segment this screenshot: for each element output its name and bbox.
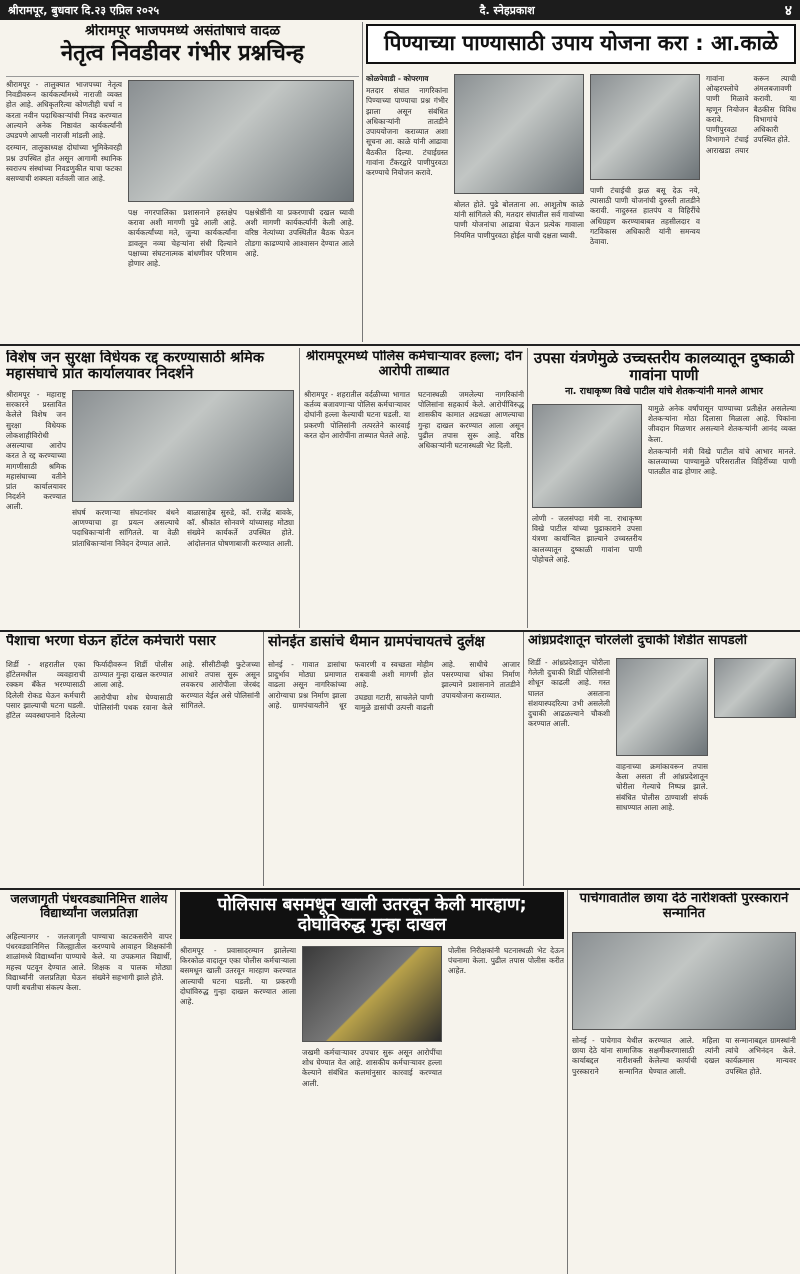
- article-headline: सोनईत डासांचे थैमान ग्रामपंचायतचे दुर्लक्ष: [268, 634, 485, 650]
- article-photo-officials: [590, 74, 700, 180]
- article-paragraph: या सन्मानाबद्दल ग्रामस्थांनी त्यांचे अभिनंदन केले. कार्यक्रमास मान्यवर उपस्थित होते.: [725, 1036, 796, 1076]
- article-headline: जलजागृती पंधरवड्यानिमित्त शालेय विद्यार्थ्यांना जलप्रतिज्ञा: [10, 892, 168, 920]
- article-subtitle: ना. राधाकृष्ण विखे पाटील यांचे शेतकऱ्यांनी मानले आभार: [565, 385, 763, 397]
- article-body-col1: [532, 514, 642, 626]
- article-body: [268, 660, 520, 884]
- article-paragraph: पाणी टंचाईची झळ बसू देऊ नये, त्यासाठी पाणी योजनांची दुरुस्ती तातडीने करावी. नादुरुस्त हातपंप व विहिरींचे अधिग्रहण करण्याबाबत तहसीलदार व गटविकास अधिकारी यांनी समन्वय ठेवावा.: [590, 186, 700, 247]
- article-lift-irrigation: [532, 350, 796, 628]
- article-paragraph: घटनास्थळी जमलेल्या नागरिकांनी पोलिसांना सहकार्य केले. आरोपींविरुद्ध शासकीय कामात अडथळा आणल्याचा गुन्हा दाखल करण्यात आला असून पुढील तपास सुरू आहे. वरिष्ठ अधिकाऱ्यांनी घटनास्थळी भेट दिली.: [418, 390, 524, 451]
- article-photo-banner: [128, 80, 354, 202]
- article-paragraph: संघर्ष करणाऱ्या संघटनांवर बंधने आणण्याचा हा प्रयत्न असल्याचे पदाधिकाऱ्यांनी सांगितले. या वेळी प्रांताधिकाऱ्यांना निवेदन देण्यात आले.: [72, 508, 179, 548]
- article-body-col2: [302, 1048, 442, 1268]
- article-body-col2: [648, 404, 796, 626]
- article-paragraph: लोणी - जलसंपदा मंत्री ना. राधाकृष्ण विखे पाटील यांच्या पुढाकाराने उपसा यंत्रणा कार्यान्वित झाल्याने उच्चस्तरीय कालव्यातून दुष्काळी गावांना पाणी पोहोचले आहे.: [532, 514, 642, 564]
- article-body-col2: [72, 508, 294, 626]
- article-body: [6, 932, 172, 1268]
- article-police-assault-bus: [180, 892, 564, 1270]
- article-paragraph: वाहनाच्या क्रमांकावरून तपास केला असता ती आंध्रप्रदेशातून चोरीला गेल्याचे निष्पन्न झाले. संबंधित पोलीस ठाण्याशी संपर्क साधण्यात आला आहे.: [616, 762, 708, 812]
- article-headline: आंध्रप्रदेशातून चोरलेली दुचाकी शिर्डीत सापडली: [528, 634, 747, 648]
- article-photo-canal: [532, 404, 642, 508]
- article-body-col4: [706, 74, 796, 340]
- header-masthead: दै. स्नेहप्रकाश: [479, 3, 535, 17]
- article-body-col3: [448, 946, 564, 1268]
- article-body-col1: [180, 946, 296, 1268]
- article-paragraph: श्रीरामपूर - महाराष्ट्र सरकारने प्रस्तावित केलेले विशेष जन सुरक्षा विधेयक लोकशाहीविरोधी असल्याचा आरोप करत ते रद्द करण्याच्या मागणीसाठी श्रमिक महासंघाच्या वतीने प्रांत कार्यालयावर निदर्शने करण्यात आली.: [6, 390, 66, 512]
- page-header-bar: [0, 0, 800, 20]
- article-headline: उपसा यंत्रणेमुळे उच्चस्तरीय कालव्यातून दुष्काळी गावांना पाणी: [533, 350, 795, 384]
- article-photo-award: [572, 932, 796, 1030]
- article-body: [6, 660, 260, 884]
- article-photo-officer: [714, 658, 796, 718]
- article-stolen-bike: [528, 634, 796, 886]
- article-paragraph: सोनई - पाचेगाव येथील छाया देठे यांना सामाजिक कार्याबद्दल नारीशक्ती पुरस्काराने सन्मानित करण्यात आले. महिला सक्षमीकरणासाठी त्यांनी केलेल्या कार्याची दखल घेण्यात आली.: [572, 1036, 720, 1076]
- article-paragraph: श्रीरामपूर - तालुक्यात भाजपच्या नेतृत्व निवडीवरून कार्यकर्त्यांमध्ये नाराजी व्यक्त होत आहे. अधिकृतरित्या कोणतीही चर्चा न करता नवीन पदाधिकाऱ्यांची निवड करण्यात आल्याने अनेक निष्ठावंत कार्यकर्त्यांनी उघडपणे आपली नाराजी मांडली आहे.: [6, 80, 122, 141]
- article-paragraph: पाण्याचा काटकसरीने वापर करण्याचे आवाहन शिक्षकांनी केले. या उपक्रमात विद्यार्थी, शिक्षक व पालक मोठ्या संख्येने सहभागी झाले होते.: [92, 932, 172, 982]
- article-labour-protest: [6, 350, 296, 628]
- article-paragraph: पक्षश्रेष्ठींनी या प्रकरणाची दखल घ्यावी अशी मागणी कार्यकर्त्यांनी केली आहे. वरिष्ठ नेत्यांच्या उपस्थितीत बैठक घेऊन तोडगा काढण्याचे आश्वासन देण्यात आले आहे.: [245, 208, 354, 258]
- article-paragraph: श्रीरामपूर - शहरातील वर्दळीच्या भागात कर्तव्य बजावणाऱ्या पोलिस कर्मचाऱ्यावर दोघांनी हल्ला केल्याची घटना घडली. या प्रकरणी पोलिसांनी तत्परतेने कारवाई करत दोन आरोपींना ताब्यात घेतले आहे.: [304, 390, 410, 440]
- article-body-col3: [590, 186, 700, 340]
- article-paragraph: सोनई - गावात डासांचा प्रादुर्भाव मोठ्या प्रमाणात वाढला असून नागरिकांच्या आरोग्याचा प्रश्न निर्माण झाला आहे. ग्रामपंचायतीने धूर फवारणी व स्वच्छता मोहीम राबवावी अशी मागणी होत आहे.: [268, 660, 434, 710]
- article-body-col1: [6, 390, 66, 626]
- article-headline: श्रीरामपूरमध्ये पोलिस कर्मचाऱ्यावर हल्ला; दोन आरोपी ताब्यात: [305, 350, 523, 379]
- article-headline: नेतृत्व निवडीवर गंभीर प्रश्नचिन्ह: [60, 40, 305, 66]
- article-women-award: [572, 892, 796, 1270]
- article-kicker: श्रीरामपूर भाजपमध्ये असंतोषाचे वादळ: [85, 24, 280, 39]
- article-body: [304, 390, 524, 626]
- article-paragraph: श्रीरामपूर - प्रवासादरम्यान झालेल्या किरकोळ वादातून एका पोलीस कर्मचाऱ्याला बसमधून खाली उतरवून मारहाण करण्यात आल्याची घटना घडली. या प्रकरणी दोघांविरुद्ध गुन्हा दाखल करण्यात आला आहे.: [180, 946, 296, 1007]
- article-body-col1: [6, 80, 122, 340]
- article-photo-bike: [616, 658, 708, 756]
- article-paragraph: अहिल्यानगर - जलजागृती पंधरवड्यानिमित्त जिल्ह्यातील शाळांमध्ये विद्यार्थ्यांना पाण्याचे महत्त्व पटवून देण्यात आले. विद्यार्थ्यांनी जलप्रतिज्ञा घेऊन पाणी बचतीचा संकल्प केला.: [6, 932, 86, 993]
- article-headline: पैशाचा भरणा घेऊन हॉटेल कर्मचारी पसार: [6, 634, 216, 649]
- article-paragraph: गावांना ओव्हरफ्लोचे पाणी मिळावे म्हणून नियोजन करावे. पाणीपुरवठा विभागाने टंचाई आराखडा तयार करून त्याची अंमलबजावणी करावी. या बैठकीस विविध विभागांचे अधिकारी उपस्थित होते.: [706, 74, 796, 155]
- article-paragraph: पक्ष नगरपालिका प्रशासनाने हस्तक्षेप करावा अशी मागणी पुढे आली आहे. कार्यकर्त्यांच्या मते, जुन्या कार्यकर्त्यांना डावलून नव्या चेहऱ्यांना संधी दिल्याने पक्षाच्या संघटनात्मक बांधणीवर परिणाम होणार आहे.: [128, 208, 237, 269]
- article-paragraph: आरोपीचा शोध घेण्यासाठी पोलिसांनी पथक रवाना केले आहे. सीसीटीव्ही फुटेजच्या आधारे तपास सुरू असून लवकरच आरोपीला जेरबंद करण्यात येईल असे पोलिसांनी सांगितले.: [93, 660, 260, 712]
- article-paragraph: यामुळे अनेक वर्षांपासून पाण्याच्या प्रतीक्षेत असलेल्या शेतकऱ्यांना मोठा दिलासा मिळाला आहे. पिकांना जीवदान मिळणार असल्याने शेतकऱ्यांनी आनंद व्यक्त केला.: [648, 404, 796, 444]
- article-bjp-leadership: [6, 24, 359, 342]
- article-paragraph: उघड्या गटारी, साचलेले पाणी यामुळे डासांची उत्पत्ती वाढली आहे. साथीचे आजार पसरण्याचा धोका निर्माण झाल्याने प्रशासनाने तातडीने उपाययोजना कराव्यात.: [354, 660, 520, 712]
- article-photo-crime-tape: [302, 946, 442, 1042]
- article-paragraph: शिर्डी - शहरातील एका हॉटेलमधील व्यवहाराची रक्कम बँकेत भरण्यासाठी दिलेली रोकड घेऊन कर्मचारी पसार झाल्याची घटना घडली. हॉटेल व्यवस्थापनाने दिलेल्या फिर्यादीवरून शिर्डी पोलीस ठाण्यात गुन्हा दाखल करण्यात आला आहे.: [6, 660, 173, 721]
- article-body-col1: [366, 74, 448, 340]
- article-headline: पोलिसास बसमधून खाली उतरवून केली मारहाण; दोघांविरुद्ध गुन्हा दाखल: [180, 892, 564, 939]
- article-headline: पिण्याच्या पाण्यासाठी उपाय योजना करा : आ.काळे: [366, 24, 796, 64]
- article-police-attack: [304, 350, 524, 628]
- article-sonai-mosquito: [268, 634, 520, 886]
- page-number: ४: [784, 2, 792, 19]
- article-body-col2: [128, 208, 354, 340]
- article-paragraph: शेतकऱ्यांनी मंत्री विखे पाटील यांचे आभार मानले. कालव्याच्या पाण्यामुळे परिसरातील विहिरींच्या पाणी पातळीत वाढ होणार आहे.: [648, 446, 796, 477]
- article-paragraph: मतदार संघात नागरिकांना पिण्याच्या पाण्याचा प्रश्न गंभीर झाला असून संबंधित अधिकाऱ्यांनी तातडीने उपाययोजना कराव्यात अशा सूचना आ. काळे यांनी आढावा बैठकीत दिल्या. टंचाईग्रस्त गावांना टँकरद्वारे पाणीपुरवठा करण्याचे नियोजन करावे.: [366, 86, 448, 177]
- article-body-col2: [616, 762, 708, 884]
- article-photo-meeting: [454, 74, 584, 194]
- article-drinking-water: [366, 24, 796, 342]
- header-date: श्रीरामपूर, बुधवार दि.२३ एप्रिल २०२५: [8, 3, 160, 17]
- article-body: [572, 1036, 796, 1268]
- article-photo-protest: [72, 390, 294, 502]
- article-water-awareness: [6, 892, 172, 1270]
- article-paragraph: बाळासाहेब सुरुडे, कॉ. राजेंद्र बावके, कॉ. श्रीकांत सोनवणे यांच्यासह मोठ्या संख्येने कार्यकर्ते उपस्थित होते. आंदोलनात घोषणाबाजी करण्यात आली.: [187, 508, 294, 548]
- article-paragraph: पोलीस निरीक्षकांनी घटनास्थळी भेट देऊन पंचनामा केला. पुढील तपास पोलीस करीत आहेत.: [448, 946, 564, 976]
- article-body-col1: [528, 658, 610, 884]
- article-paragraph: दरम्यान, तालुकाध्यक्ष दोघांच्या भूमिकेवरही प्रश्न उपस्थित होत असून आगामी स्थानिक स्वराज्य संस्थांच्या निवडणुकीत याचा फटका बसण्याची शक्यता वर्तवली जात आहे.: [6, 143, 122, 183]
- article-hotel-employee: [6, 634, 260, 886]
- article-paragraph: बोलत होते. पुढे बोलताना आ. आशुतोष काळे यांनी सांगितले की, मतदार संघातील सर्व गावांच्या पाणी योजनांचा आढावा घेऊन प्रत्येक गावाला नियमित पाणीपुरवठा होईल याची दक्षता घ्यावी.: [454, 200, 584, 240]
- article-dateline: कोळपेवाडी - कोपरगाव: [366, 74, 429, 83]
- article-paragraph: शिर्डी - आंध्रप्रदेशातून चोरीला गेलेली दुचाकी शिर्डी पोलिसांनी शोधून काढली आहे. गस्त घालत असताना संशयास्पदरित्या उभी असलेली दुचाकी आढळल्याने चौकशी करण्यात आली.: [528, 658, 610, 729]
- article-body-col2: [454, 200, 584, 340]
- article-paragraph: जखमी कर्मचाऱ्यावर उपचार सुरू असून आरोपींचा शोध घेण्यात येत आहे. शासकीय कर्मचाऱ्यावर हल्ला केल्याने संबंधित कलमांनुसार कारवाई करण्यात आली.: [302, 1048, 442, 1088]
- article-headline: पाचेगावातील छाया देठे नारीशक्ती पुरस्काराने सन्मानित: [579, 892, 789, 921]
- article-headline: विशेष जन सुरक्षा विधेयक रद्द करण्यासाठी श्रमिक महासंघाचे प्रांत कार्यालयावर निदर्शने: [6, 350, 264, 383]
